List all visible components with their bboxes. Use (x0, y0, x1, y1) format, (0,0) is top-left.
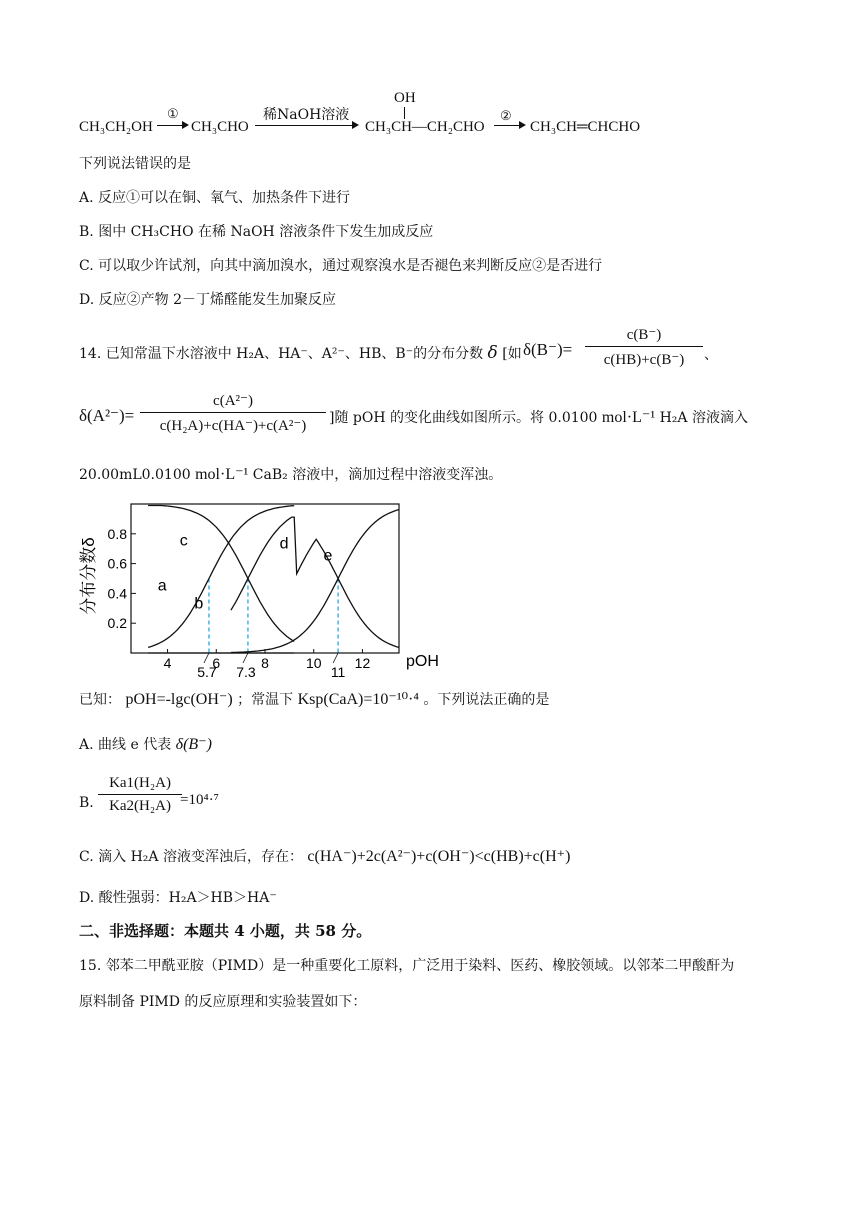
reagent-label: 稀NaOH溶液 (263, 107, 350, 123)
q13-option-b: B. 图中 CH₃CHO 在稀 NaOH 溶液条件下发生加成反应 (79, 224, 434, 240)
q14-option-c (79, 848, 570, 866)
q14-option-b-fraction (98, 775, 182, 815)
chart-ylabel: 分布分数δ (79, 537, 98, 615)
q15-line2: 原料制备 PIMD 的反应原理和实验装置如下： (79, 994, 367, 1010)
q14-option-d: D. 酸性强弱：H₂A＞HB＞HA⁻ (79, 890, 277, 906)
q14-option-b-rhs: =10⁴·⁷ (180, 792, 219, 808)
def1-denominator: c(HB)+c(B⁻) (603, 352, 685, 368)
x-marked-pointer (333, 653, 338, 663)
q14-line1-bracket: [如 (502, 346, 522, 362)
aldol-formula: CH₃CH—CH₂CHO (365, 119, 485, 135)
curve-label-c: c (179, 532, 188, 550)
x-tick-label: 8 (261, 655, 269, 671)
q15-line1: 15. 邻苯二甲酰亚胺（PIMD）是一种重要化工原料，广泛用于染料、医药、橡胶领域。以邻苯二甲酸酐为 (79, 958, 735, 974)
known-label: 已知： (79, 692, 121, 708)
x-tick-label: 4 (163, 655, 172, 671)
ka1-numerator: Ka1(H₂A) (98, 775, 182, 795)
chart-xlabel: pOH (406, 653, 439, 670)
poh-definition: pOH=-lgc(OH⁻) (125, 691, 233, 708)
q14-option-b-label: B. (79, 795, 94, 811)
hydroxyl-label: OH (394, 90, 416, 106)
q14-line3 (79, 466, 502, 484)
q14-option-a (79, 736, 212, 754)
def1-lhs: δ(B⁻)= (523, 340, 573, 359)
q14-line2 (329, 409, 748, 427)
product-formula: CH₃CH═CHCHO (530, 119, 641, 135)
arrow-2-icon (255, 125, 355, 126)
q13-prompt: 下列说法错误的是 (79, 156, 191, 172)
q14-line2-end: H₂A 溶液滴入 (659, 410, 748, 426)
def2-numerator: c(A²⁻) (140, 391, 326, 413)
x-marked-label: 5.7 (197, 664, 217, 678)
x-tick-label: 6 (212, 655, 221, 671)
x-marked-pointer (243, 653, 248, 663)
section-2-heading: 二、非选择题：本题共 4 小题，共 58 分。 (79, 922, 372, 940)
known-mid: ；常温下 (237, 692, 294, 708)
step-1-label: ① (167, 106, 179, 121)
y-tick-label: 0.8 (107, 525, 127, 542)
q14-known (79, 691, 549, 709)
y-tick-label: 0.6 (107, 555, 127, 572)
q14-unit-2: mol·L⁻¹ (195, 466, 249, 483)
ka2-denominator: Ka2(H₂A) (109, 798, 171, 814)
q14-unit-1: mol·L⁻¹ (601, 409, 656, 426)
ksp-value: Ksp(CaA)=10⁻¹⁰·⁴ (297, 691, 419, 708)
q14-line1 (79, 344, 522, 363)
x-marked-label: 7.3 (236, 664, 256, 678)
y-tick-label: 0.2 (107, 615, 127, 632)
q14-line1-text: 14. 已知常温下水溶液中 H₂A、HA⁻、A²⁻、HB、B⁻的分布分数 (79, 346, 484, 362)
def1-fraction (585, 325, 703, 369)
x-marked-label: 11 (330, 664, 346, 678)
chart-frame (131, 504, 399, 653)
q13-option-d: D. 反应②产物 2－丁烯醛能发生加聚反应 (79, 292, 336, 308)
curve-label-b: b (194, 595, 204, 613)
q14-line3-volume: 20.00mL0.0100 (79, 467, 191, 483)
x-tick-label: 10 (305, 655, 322, 671)
step-2-label: ② (500, 108, 512, 123)
q14-line3-text: CaB₂ 溶液中，滴加过程中溶液变浑浊。 (252, 467, 503, 483)
q14-option-c-text: C. 滴入 H₂A 溶液变浑浊后，存在： (79, 849, 303, 865)
def2-lhs: δ(A²⁻)= (79, 406, 135, 425)
x-tick-label: 12 (354, 655, 371, 671)
q13-option-a: A. 反应①可以在铜、氧气、加热条件下进行 (79, 190, 351, 206)
arrowhead-3-icon (519, 121, 526, 129)
known-end: 。下列说法正确的是 (423, 692, 550, 708)
q14-option-c-expr: c(HA⁻)+2c(A²⁻)+c(OH⁻)<c(HB)+c(H⁺) (307, 848, 571, 865)
q13-option-c: C. 可以取少许试剂，向其中滴加溴水，通过观察溴水是否褪色来判断反应②是否进行 (79, 258, 603, 274)
delta-symbol: δ (487, 343, 498, 363)
def2-fraction (140, 391, 326, 435)
q14-option-a-expr: δ(B⁻) (175, 736, 212, 753)
y-tick-label: 0.4 (107, 585, 127, 602)
curve-e (231, 510, 399, 653)
arrowhead-1-icon (182, 121, 189, 129)
acetaldehyde-formula: CH₃CHO (191, 119, 249, 135)
curve-a (148, 506, 294, 648)
q14-line2-text: ]随 pOH 的变化曲线如图所示。将 0.0100 (329, 410, 598, 426)
def2-denominator: c(H₂A)+c(HA⁻)+c(A²⁻) (159, 418, 307, 434)
curve-d (231, 517, 399, 647)
ethanol-formula: CH₃CH₂OH (79, 119, 153, 135)
def1-numerator: c(B⁻) (585, 325, 703, 347)
curve-label-d: d (279, 535, 289, 553)
curve-b (148, 506, 294, 642)
q14-option-a-text: A. 曲线 e 代表 (79, 737, 172, 753)
curve-label-a: a (157, 577, 167, 595)
def1-separator: 、 (704, 347, 718, 363)
curve-label-e: e (323, 547, 333, 565)
distribution-chart (76, 498, 456, 678)
x-marked-pointer (204, 653, 209, 663)
arrowhead-2-icon (352, 121, 359, 129)
